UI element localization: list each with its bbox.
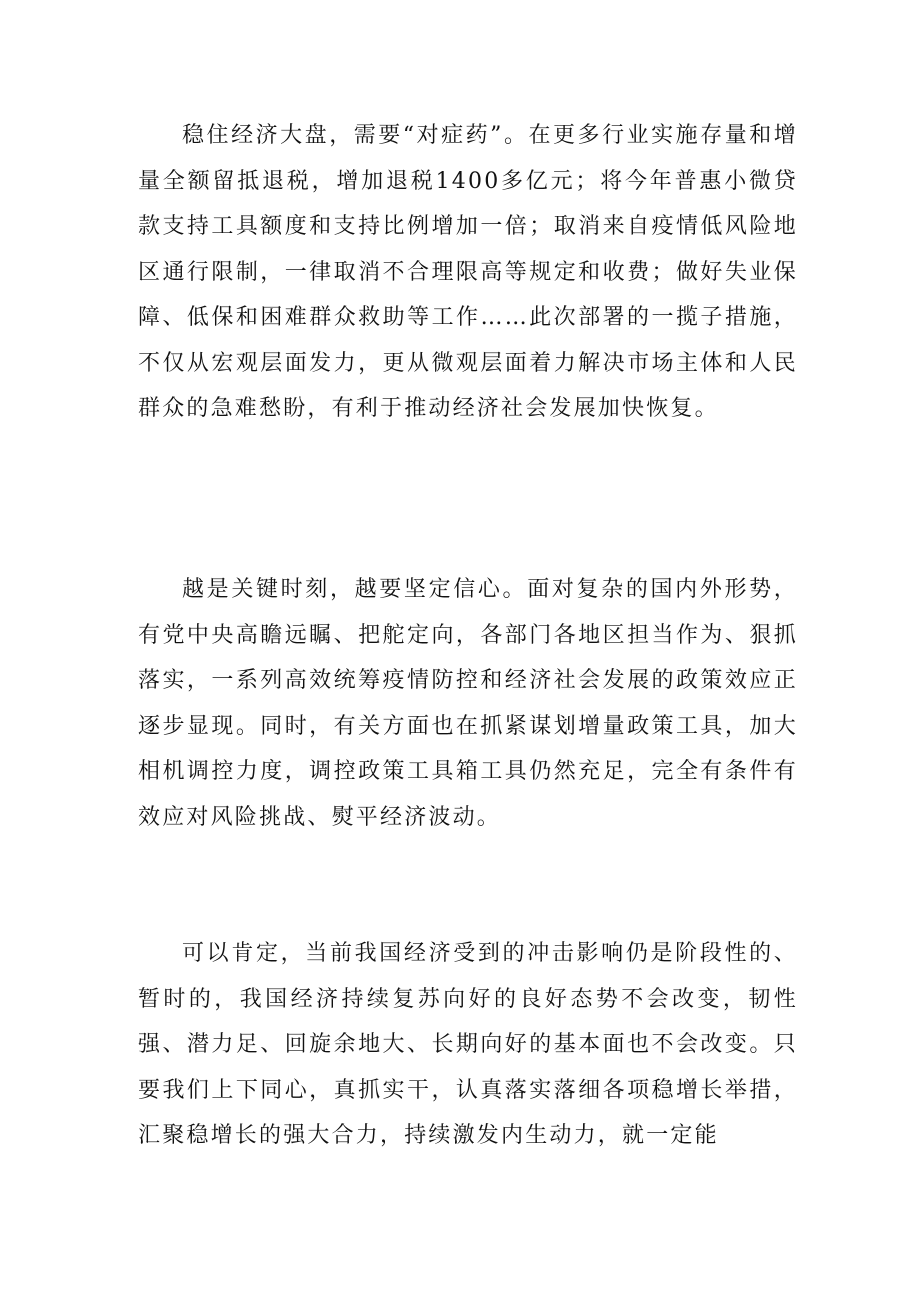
paragraph-2: 越是关键时刻，越要坚定信心。面对复杂的国内外形势，有党中央高瞻远瞩、把舵定向，各部门各地区担当作为、狠抓落实，一系列高效统筹疫情防控和经济社会发展的政策效应正逐步显现。同时，有关方面也在抓紧谋划增量政策工具，加大相机调控力度，调控政策工具箱工具仍然充足，完全有条件有效应对风险挑战、熨平经济波动。 [138, 577, 798, 830]
paragraph-3: 可以肯定，当前我国经济受到的冲击影响仍是阶段性的、暂时的，我国经济持续复苏向好的良好态势不会改变，韧性强、潜力足、回旋余地大、长期向好的基本面也不会改变。只要我们上下同心，真抓实干，认真落实落细各项稳增长举措，汇聚稳增长的强大合力，持续激发内生动力，就一定能 [138, 941, 798, 1148]
paragraph-1: 稳住经济大盘，需要“对症药”。在更多行业实施存量和增量全额留抵退税，增加退税1400多亿元；将今年普惠小微贷款支持工具额度和支持比例增加一倍；取消来自疫情低风险地区通行限制，一律取消不合理限高等规定和收费；做好失业保障、低保和困难群众救助等工作……此次部署的一揽子措施，不仅从宏观层面发力，更从微观层面着力解决市场主体和人民群众的急难愁盼，有利于推动经济社会发展加快恢复。 [138, 123, 798, 421]
